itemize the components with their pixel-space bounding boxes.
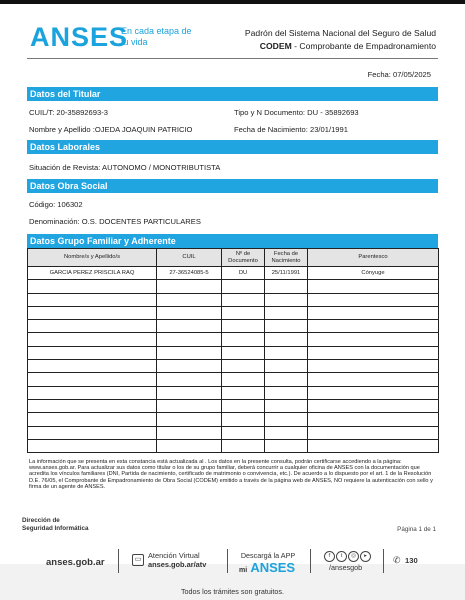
empty-cell [265,360,308,373]
table-row-empty [28,439,439,452]
empty-cell [28,320,157,333]
table-row-empty [28,360,439,373]
empty-cell [28,386,157,399]
table-row-empty [28,373,439,386]
atencion-url: anses.gob.ar/atv [148,560,207,569]
atencion-label: Atención Virtual [148,551,200,560]
obra-social-denominacion: Denominación: O.S. DOCENTES PARTICULARES [29,217,201,226]
empty-cell [222,280,265,293]
empty-cell [222,439,265,452]
footer-divider [227,549,228,573]
section-obra-social: Datos Obra Social [27,179,438,193]
empty-cell [308,320,439,333]
logo-text: ANSES [30,22,129,52]
empty-cell [265,293,308,306]
document-header [245,27,436,53]
doc-title-line [245,40,436,53]
section-titular: Datos del Titular [27,87,438,101]
empty-cell [157,333,222,346]
phone-number[interactable]: 130 [405,556,418,565]
empty-cell [157,306,222,319]
table-row-empty [28,306,439,319]
twitter-icon[interactable]: t [336,551,347,562]
empty-cell [265,280,308,293]
instagram-icon[interactable]: ◎ [348,551,359,562]
empty-cell [222,320,265,333]
col-nombre: Nombre/s y Apellido/s [28,249,157,267]
empty-cell [28,360,157,373]
cell-nombre: GARCIA PEREZ PRISCILA RAQ [28,267,157,280]
titular-cuil: CUIL/T: 20-35892693-3 [29,108,108,117]
empty-cell [308,426,439,439]
empty-cell [308,373,439,386]
empty-cell [157,360,222,373]
family-table-body [28,267,439,453]
empty-cell [265,439,308,452]
table-row-empty [28,386,439,399]
col-documento: Nº de Documento [222,249,265,267]
empty-cell [265,346,308,359]
empty-cell [265,399,308,412]
empty-cell [222,413,265,426]
tramites-gratuitos: Todos los trámites son gratuitos. [180,587,285,596]
family-table [27,248,439,453]
empty-cell [28,280,157,293]
empty-cell [265,386,308,399]
empty-cell [308,306,439,319]
empty-cell [265,413,308,426]
empty-cell [28,373,157,386]
issue-date: Fecha: 07/05/2025 [367,70,431,79]
youtube-icon[interactable]: ▸ [360,551,371,562]
empty-cell [157,373,222,386]
empty-cell [265,306,308,319]
doc-title: - Comprobante de Empadronamiento [291,41,436,51]
empty-cell [157,413,222,426]
empty-cell [265,333,308,346]
empty-cell [308,360,439,373]
cell-cuil: 27-36524085-5 [157,267,222,280]
empty-cell [28,413,157,426]
empty-cell [308,439,439,452]
empty-cell [157,386,222,399]
table-row-empty [28,293,439,306]
col-nacimiento: Fecha de Nacimiento [265,249,308,267]
anses-logo [30,22,192,52]
empty-cell [222,426,265,439]
empty-cell [308,413,439,426]
situacion-revista: Situación de Revista: AUTONOMO / MONOTRIBUTISTA [29,163,221,172]
computer-icon: ▭ [132,554,144,566]
empty-cell [222,360,265,373]
app-name-text: ANSES [250,560,296,575]
app-mi-text: mi [239,567,248,574]
titular-nacimiento: Fecha de Nacimiento: 23/01/1991 [234,125,348,134]
empty-cell [28,346,157,359]
empty-cell [308,333,439,346]
empty-cell [28,306,157,319]
empty-cell [157,280,222,293]
table-row-empty [28,333,439,346]
empty-cell [157,346,222,359]
direccion-line2: Seguridad Informática [22,524,89,532]
empty-cell [308,386,439,399]
empty-cell [157,439,222,452]
col-cuil: CUIL [157,249,222,267]
doc-code: CODEM [259,41,292,51]
table-row-empty [28,426,439,439]
org-title: Padrón del Sistema Nacional del Seguro de Salud [244,28,436,38]
empty-cell [157,399,222,412]
empty-cell [28,426,157,439]
app-download-label: Descargá la APP [240,551,296,560]
table-header-row [28,249,439,267]
empty-cell [308,399,439,412]
section-laborales: Datos Laborales [27,140,438,154]
table-row-empty [28,280,439,293]
atencion-virtual-link[interactable] [148,551,206,569]
empty-cell [222,386,265,399]
footer-divider [383,549,384,573]
empty-cell [222,293,265,306]
empty-cell [222,373,265,386]
empty-cell [157,293,222,306]
empty-cell [222,399,265,412]
table-row-empty [28,413,439,426]
table-row-empty [28,399,439,412]
legal-notice: La información que se presenta en esta constancia está actualizada al . Los datos en la presente consulta, podrán certificarse accediendo a la página: www.anses.gob.ar. Para actualizar sus datos como titular o los de su grupo familiar, deberá concurrir a cualquier oficina de ANSES con la documentación que acredita los vínculos familiares (DNI, Partida de nacimiento, certificado de matrimonio o convivencia, etc.). De acuerdo a lo dispuesto por el art. 1 de la Resolución D.E. 76/05, el Comprobante de Empadronamiento de Obra Social (CODEM) emitido a través de la página web de ANSES, NO requiere la autenticación con sello y firma de un agente de ANSES. [29,459,433,490]
titular-tipo-doc: Tipo y N Documento: DU - 35892693 [234,108,359,117]
empty-cell [222,346,265,359]
empty-cell [265,426,308,439]
empty-cell [28,293,157,306]
mi-anses-app-link[interactable] [239,560,295,575]
header-divider [27,58,438,59]
footer-url-link[interactable]: anses.gob.ar [46,557,105,568]
direccion-seguridad [22,517,88,532]
footer-divider [310,549,311,573]
logo-tagline: En cada etapa de tu vida [121,26,192,47]
empty-cell [222,333,265,346]
empty-cell [28,439,157,452]
empty-cell [308,346,439,359]
table-row [28,267,439,280]
obra-social-codigo: Código: 106302 [29,200,83,209]
page-number: Página 1 de 1 [397,526,436,533]
phone-icon: ✆ [393,555,401,565]
table-row-empty [28,346,439,359]
empty-cell [157,426,222,439]
empty-cell [28,399,157,412]
facebook-icon[interactable]: f [324,551,335,562]
empty-cell [28,333,157,346]
titular-nombre: Nombre y Apellido :OJEDA JOAQUIN PATRICIO [29,125,193,134]
section-grupo-familiar: Datos Grupo Familiar y Adherente [27,234,438,248]
empty-cell [157,320,222,333]
cell-nacimiento: 25/11/1991 [265,267,308,280]
empty-cell [265,320,308,333]
footer-divider [118,549,119,573]
col-parentesco: Parentesco [308,249,439,267]
empty-cell [222,306,265,319]
social-handle: /ansesgob [329,563,363,572]
cell-documento: DU [222,267,265,280]
empty-cell [265,373,308,386]
direccion-line1: Dirección de [22,517,60,524]
empty-cell [308,280,439,293]
empty-cell [308,293,439,306]
table-row-empty [28,320,439,333]
cell-parentesco: Cónyuge [308,267,439,280]
